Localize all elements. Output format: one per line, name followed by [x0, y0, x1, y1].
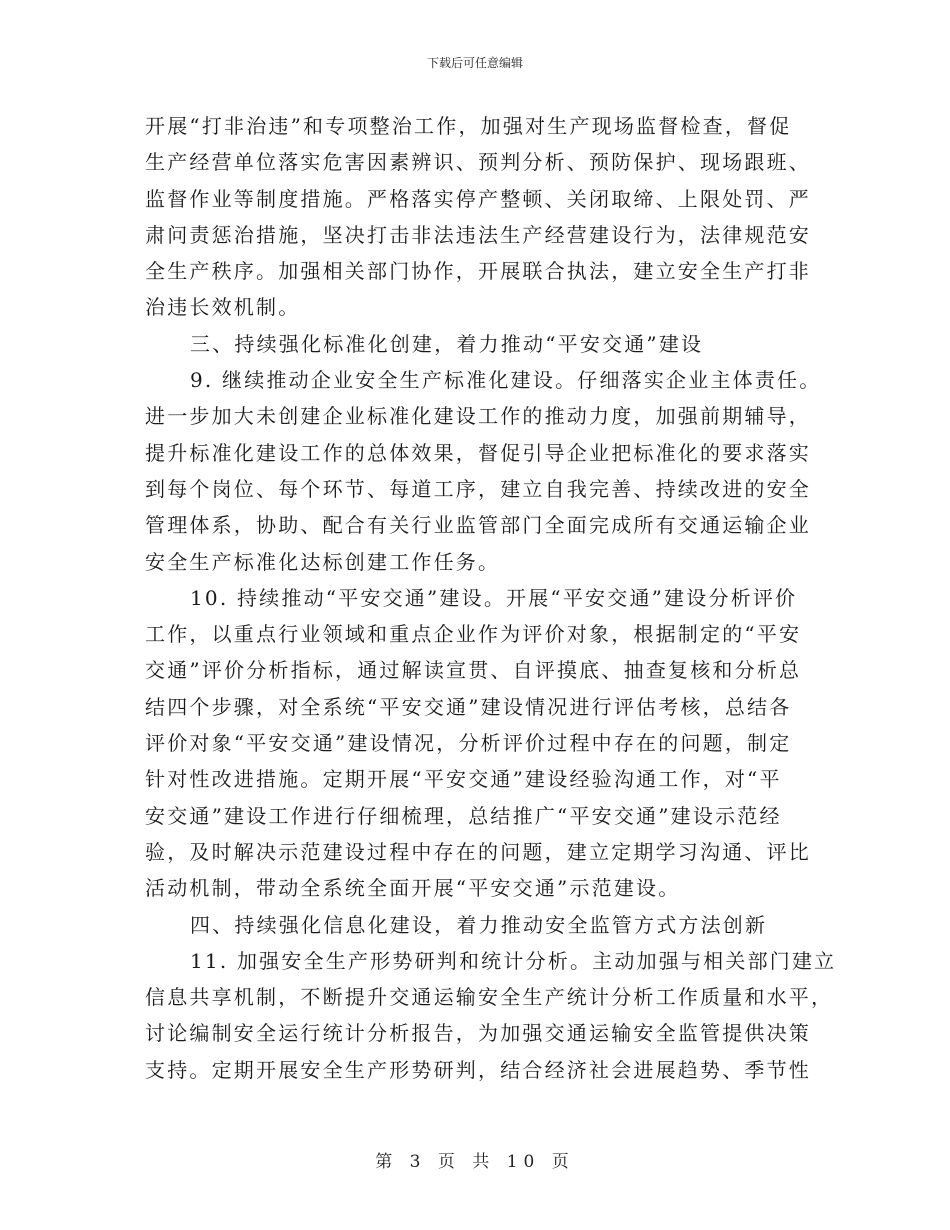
text-line: 到每个岗位、每个环节、每道工序，建立自我完善、持续改进的安全 — [145, 476, 811, 501]
text-line: 9. 继续推动企业安全生产标准化建设。仔细落实企业主体责任。 — [190, 368, 822, 393]
text-line: 信息共享机制，不断提升交通运输安全生产统计分析工作质量和水平， — [145, 985, 834, 1010]
document-body — [145, 108, 837, 1088]
text-line: 结四个步骤，对全系统“平安交通”建设情况进行评估考核，总结各 — [145, 694, 792, 719]
text-line: 活动机制，带动全系统全面开展“平安交通”示范建设。 — [145, 876, 681, 901]
text-line: 验，及时解决示范建设过程中存在的问题，建立定期学习沟通、评比 — [145, 839, 811, 864]
text-line: 提升标准化建设工作的总体效果，督促引导企业把标准化的要求落实 — [145, 440, 811, 465]
text-line: 四、持续强化信息化建设，着力推动安全监管方式方法创新 — [190, 912, 768, 937]
text-line: 针对性改进措施。定期开展“平安交通”建设经验沟通工作，对“平 — [145, 767, 782, 792]
text-line: 讨论编制安全运行统计分析报告，为加强交通运输安全监管提供决策 — [145, 1021, 811, 1046]
text-line: 监督作业等制度措施。严格落实停产整顿、关闭取缔、上限处罚、严 — [145, 186, 811, 211]
text-line: 10. 持续推动“平安交通”建设。开展“平安交通”建设分析评价 — [190, 585, 798, 610]
text-line: 开展“打非治违”和专项整治工作，加强对生产现场监督检查，督促 — [145, 114, 792, 138]
text-line: 评价对象“平安交通”建设情况，分析评价过程中存在的问题，制定 — [145, 731, 792, 756]
text-line: 安交通”建设工作进行仔细梳理，总结推广“平安交通”建设示范经 — [145, 803, 782, 828]
text-line: 11. 加强安全生产形势研判和统计分析。主动加强与相关部门建立 — [190, 948, 837, 973]
page-header: 下载后可任意编辑 — [426, 56, 523, 70]
text-line: 工作，以重点行业领域和重点企业作为评价对象，根据制定的“平安 — [145, 622, 802, 647]
page-footer: 第 3 页 共 10 页 — [375, 1152, 575, 1172]
text-line: 三、持续强化标准化创建，着力推动“平安交通”建设 — [190, 331, 704, 356]
text-line: 全生产秩序。加强相关部门协作，开展联合执法，建立安全生产打非 — [145, 259, 811, 284]
text-line: 交通”评价分析指标，通过解读宣贯、自评摸底、抽查复核和分析总 — [145, 658, 802, 683]
text-line: 肃问责惩治措施，坚决打击非法违法生产经营建设行为，法律规范安 — [145, 222, 811, 247]
text-line: 管理体系，协助、配合有关行业监管部门全面完成所有交通运输企业 — [145, 513, 811, 538]
text-line: 支持。定期开展安全生产形势研判，结合经济社会进展趋势、季节性 — [145, 1057, 811, 1082]
text-line: 生产经营单位落实危害因素辨识、预判分析、预防保护、现场跟班、 — [145, 150, 811, 175]
text-line: 进一步加大未创建企业标准化建设工作的推动力度，加强前期辅导， — [145, 404, 811, 429]
text-line: 治违长效机制。 — [145, 295, 301, 320]
text-line: 安全生产标准化达标创建工作任务。 — [145, 549, 501, 574]
